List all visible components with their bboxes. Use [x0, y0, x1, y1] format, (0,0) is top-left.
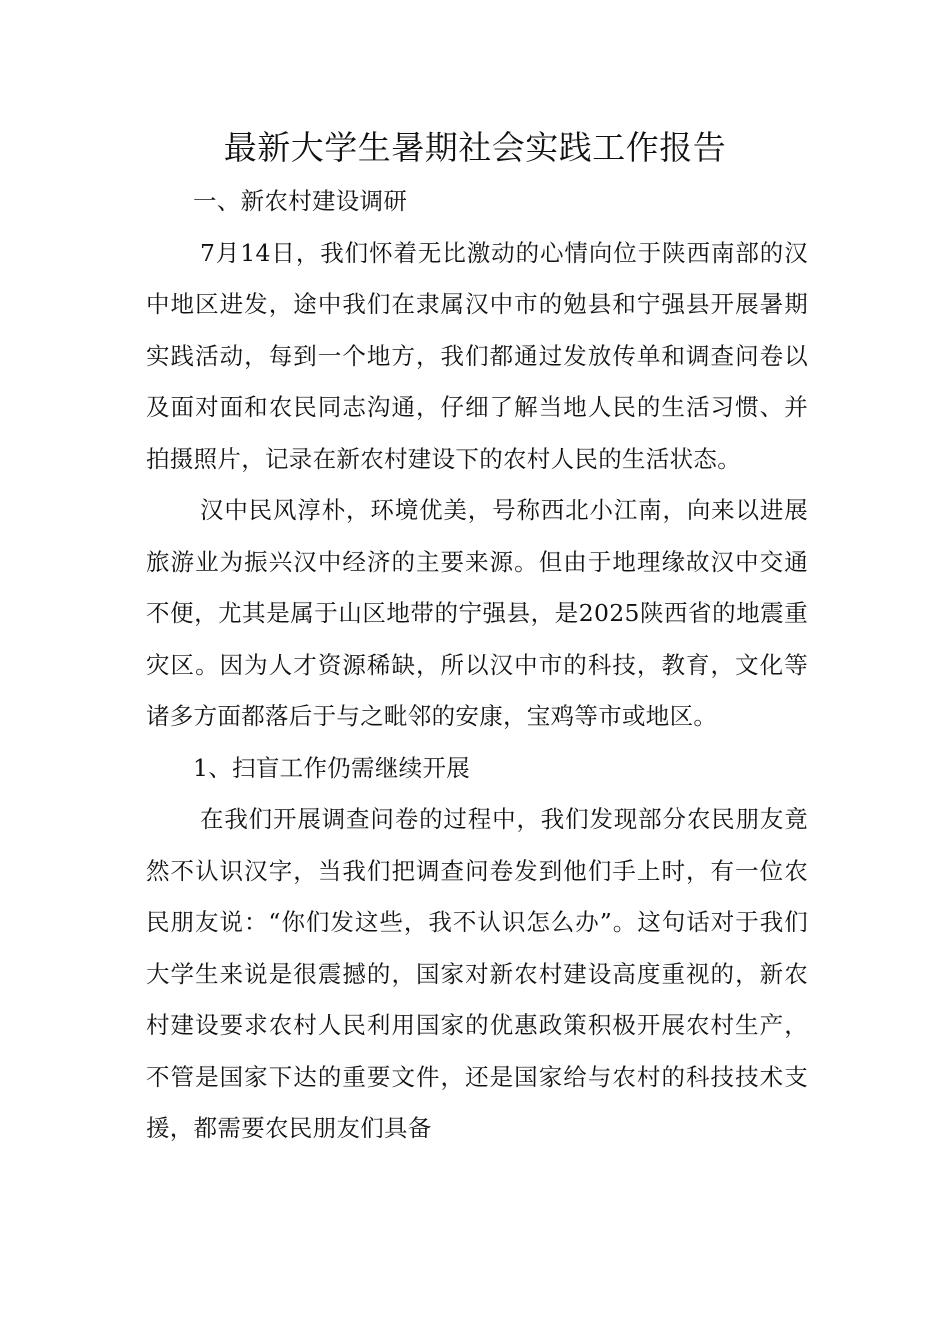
section-heading: 一、新农村建设调研	[193, 187, 408, 215]
paragraph-1: 7月14日，我们怀着无比激动的心情向位于陕西南部的汉中地区进发，途中我们在隶属汉中市的勉县和宁强县开展暑期实践活动，每到一个地方，我们都通过发放传单和调查问卷以及面对面和农民同志沟通，仔细了解当地人民的生活习惯、并拍摄照片，记录在新农村建设下的农村人民的生活状态。	[146, 238, 808, 473]
document-body	[146, 176, 808, 1155]
document-title: 最新大学生暑期社会实践工作报告	[223, 128, 727, 167]
paragraph-2: 汉中民风淳朴，环境优美，号称西北小江南，向来以进展旅游业为振兴汉中经济的主要来源。但由于地理缘故汉中交通不便，尤其是属于山区地带的宁强县，是2025陕西省的地震重灾区。因为人才资源稀缺，所以汉中市的科技，教育，文化等诸多方面都落后于与之毗邻的安康，宝鸡等市或地区。	[146, 496, 808, 730]
paragraph-3: 在我们开展调查问卷的过程中，我们发现部分农民朋友竟然不认识汉字，当我们把调查问卷发到他们手上时，有一位农民朋友说：“你们发这些，我不认识怎么办”。这句话对于我们大学生来说是很震撼的，国家对新农村建设高度重视的，新农村建设要求农村人民利用国家的优惠政策积极开展农村生产，不管是国家下达的重要文件，还是国家给与农村的科技技术支援，都需要农民朋友们具备	[146, 805, 808, 1142]
subsection-heading: 1、扫盲工作仍需继续开展	[193, 753, 471, 782]
